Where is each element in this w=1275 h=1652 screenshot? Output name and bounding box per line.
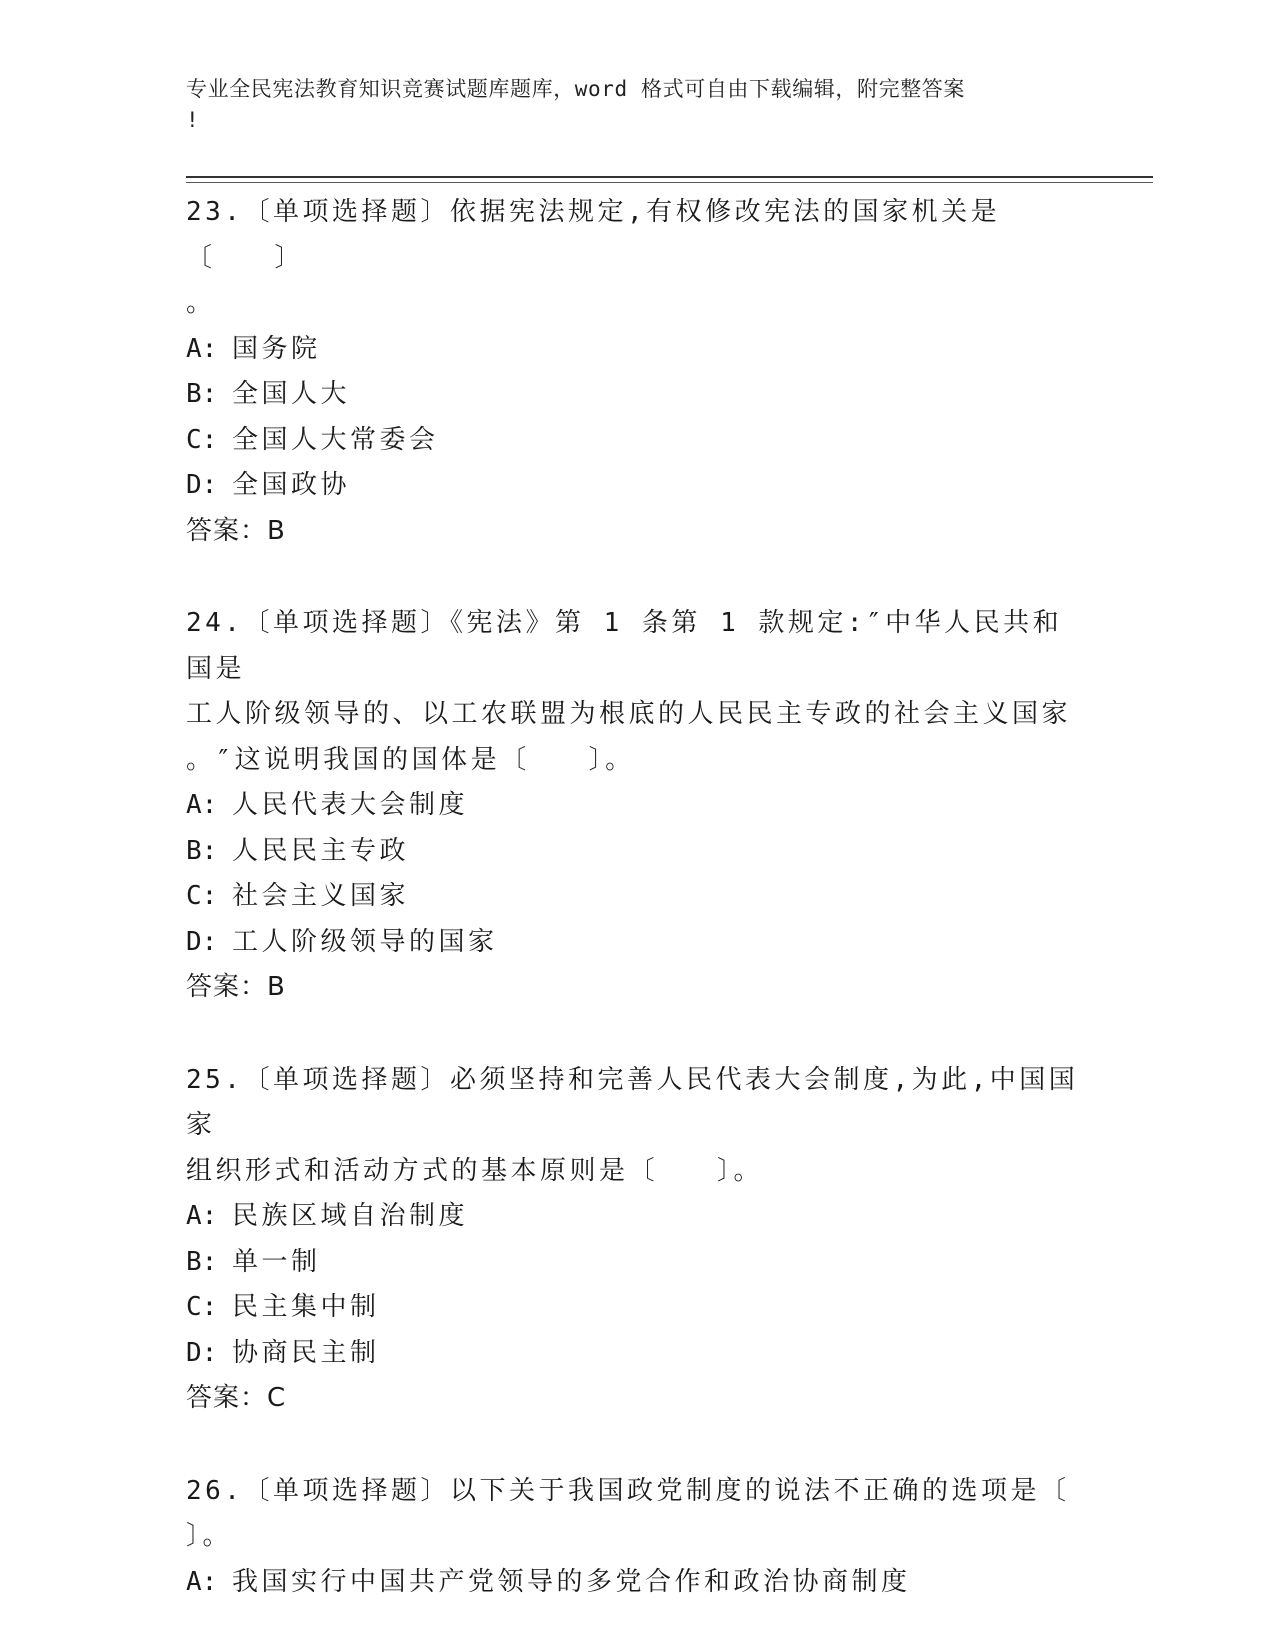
option-label: C:	[186, 881, 218, 911]
option-label: B:	[186, 835, 218, 866]
answer-option	[186, 1560, 1086, 1606]
option-label: D:	[186, 926, 218, 957]
question-text-line: 〕。	[186, 1521, 233, 1551]
question-text-line: 工人阶级领导的、以工农联盟为根底的人民民主专政的社会主义国家	[186, 699, 1072, 729]
option-label: B:	[186, 379, 218, 409]
option-label: A:	[186, 1201, 218, 1231]
answer-option	[186, 874, 1086, 920]
option-text: 全国政协	[232, 470, 351, 500]
option-label: C:	[186, 424, 218, 455]
option-label: B:	[186, 1246, 218, 1277]
answer-option	[186, 1240, 1086, 1286]
document-header	[186, 74, 1066, 136]
question-text-line: 。″这说明我国的国体是〔 〕。	[186, 744, 635, 775]
answer-option	[186, 829, 1086, 875]
question-text-line: 组织形式和活动方式的基本原则是〔 〕。	[186, 1155, 764, 1186]
question-item	[186, 1469, 1086, 1606]
answer-option	[186, 463, 1086, 509]
option-label: A:	[186, 1566, 218, 1597]
header-line: 专业全民宪法教育知识竞赛试题库题库，word 格式可自由下载编辑，附完整答案	[186, 77, 966, 101]
answer-option	[186, 372, 1086, 418]
answer-key: 答案：B	[186, 515, 286, 546]
answer-option	[186, 418, 1086, 464]
question-item	[186, 601, 1086, 1011]
option-label: C:	[186, 1292, 218, 1322]
question-item	[186, 1058, 1086, 1422]
question-list	[186, 190, 1086, 1652]
answer-option	[186, 1331, 1086, 1377]
option-text: 社会主义国家	[232, 881, 410, 911]
option-text: 全国人大	[232, 379, 351, 409]
option-text: 民族区域自治制度	[232, 1201, 469, 1231]
question-text-line: 25.〔单项选择题〕必须坚持和完善人民代表大会制度,为此,中国国家	[186, 1064, 1079, 1140]
question-text-line: 23.〔单项选择题〕依据宪法规定,有权修改宪法的国家机关是〔 〕	[186, 197, 1001, 273]
answer-option	[186, 920, 1086, 966]
header-line: !	[186, 108, 200, 132]
option-text: 人民代表大会制度	[232, 790, 469, 820]
answer-option	[186, 1194, 1086, 1240]
option-text: 民主集中制	[232, 1292, 380, 1322]
answer-key: 答案：C	[186, 1383, 287, 1413]
question-text-line: 24.〔单项选择题〕《宪法》第 1 条第 1 款规定:″中华人民共和国是	[186, 608, 1063, 684]
answer-option	[186, 783, 1086, 829]
option-text: 全国人大常委会	[232, 424, 439, 455]
header-divider-thin	[186, 182, 1153, 183]
answer-option	[186, 1285, 1086, 1331]
question-text-line: 26.〔单项选择题〕以下关于我国政党制度的说法不正确的选项是〔	[186, 1475, 1070, 1506]
question-item	[186, 190, 1086, 554]
answer-key: 答案：B	[186, 972, 286, 1002]
option-text: 协商民主制	[232, 1337, 380, 1368]
option-text: 人民民主专政	[232, 835, 410, 866]
option-label: A:	[186, 790, 218, 820]
option-label: D:	[186, 470, 218, 500]
header-divider	[186, 176, 1153, 178]
answer-option	[186, 327, 1086, 373]
option-label: A:	[186, 333, 218, 364]
option-text: 我国实行中国共产党领导的多党合作和政治协商制度	[232, 1566, 911, 1597]
question-text-line: 。	[186, 288, 216, 318]
option-text: 单一制	[232, 1246, 321, 1277]
option-label: D:	[186, 1337, 218, 1368]
option-text: 国务院	[232, 333, 321, 364]
option-text: 工人阶级领导的国家	[232, 926, 498, 957]
